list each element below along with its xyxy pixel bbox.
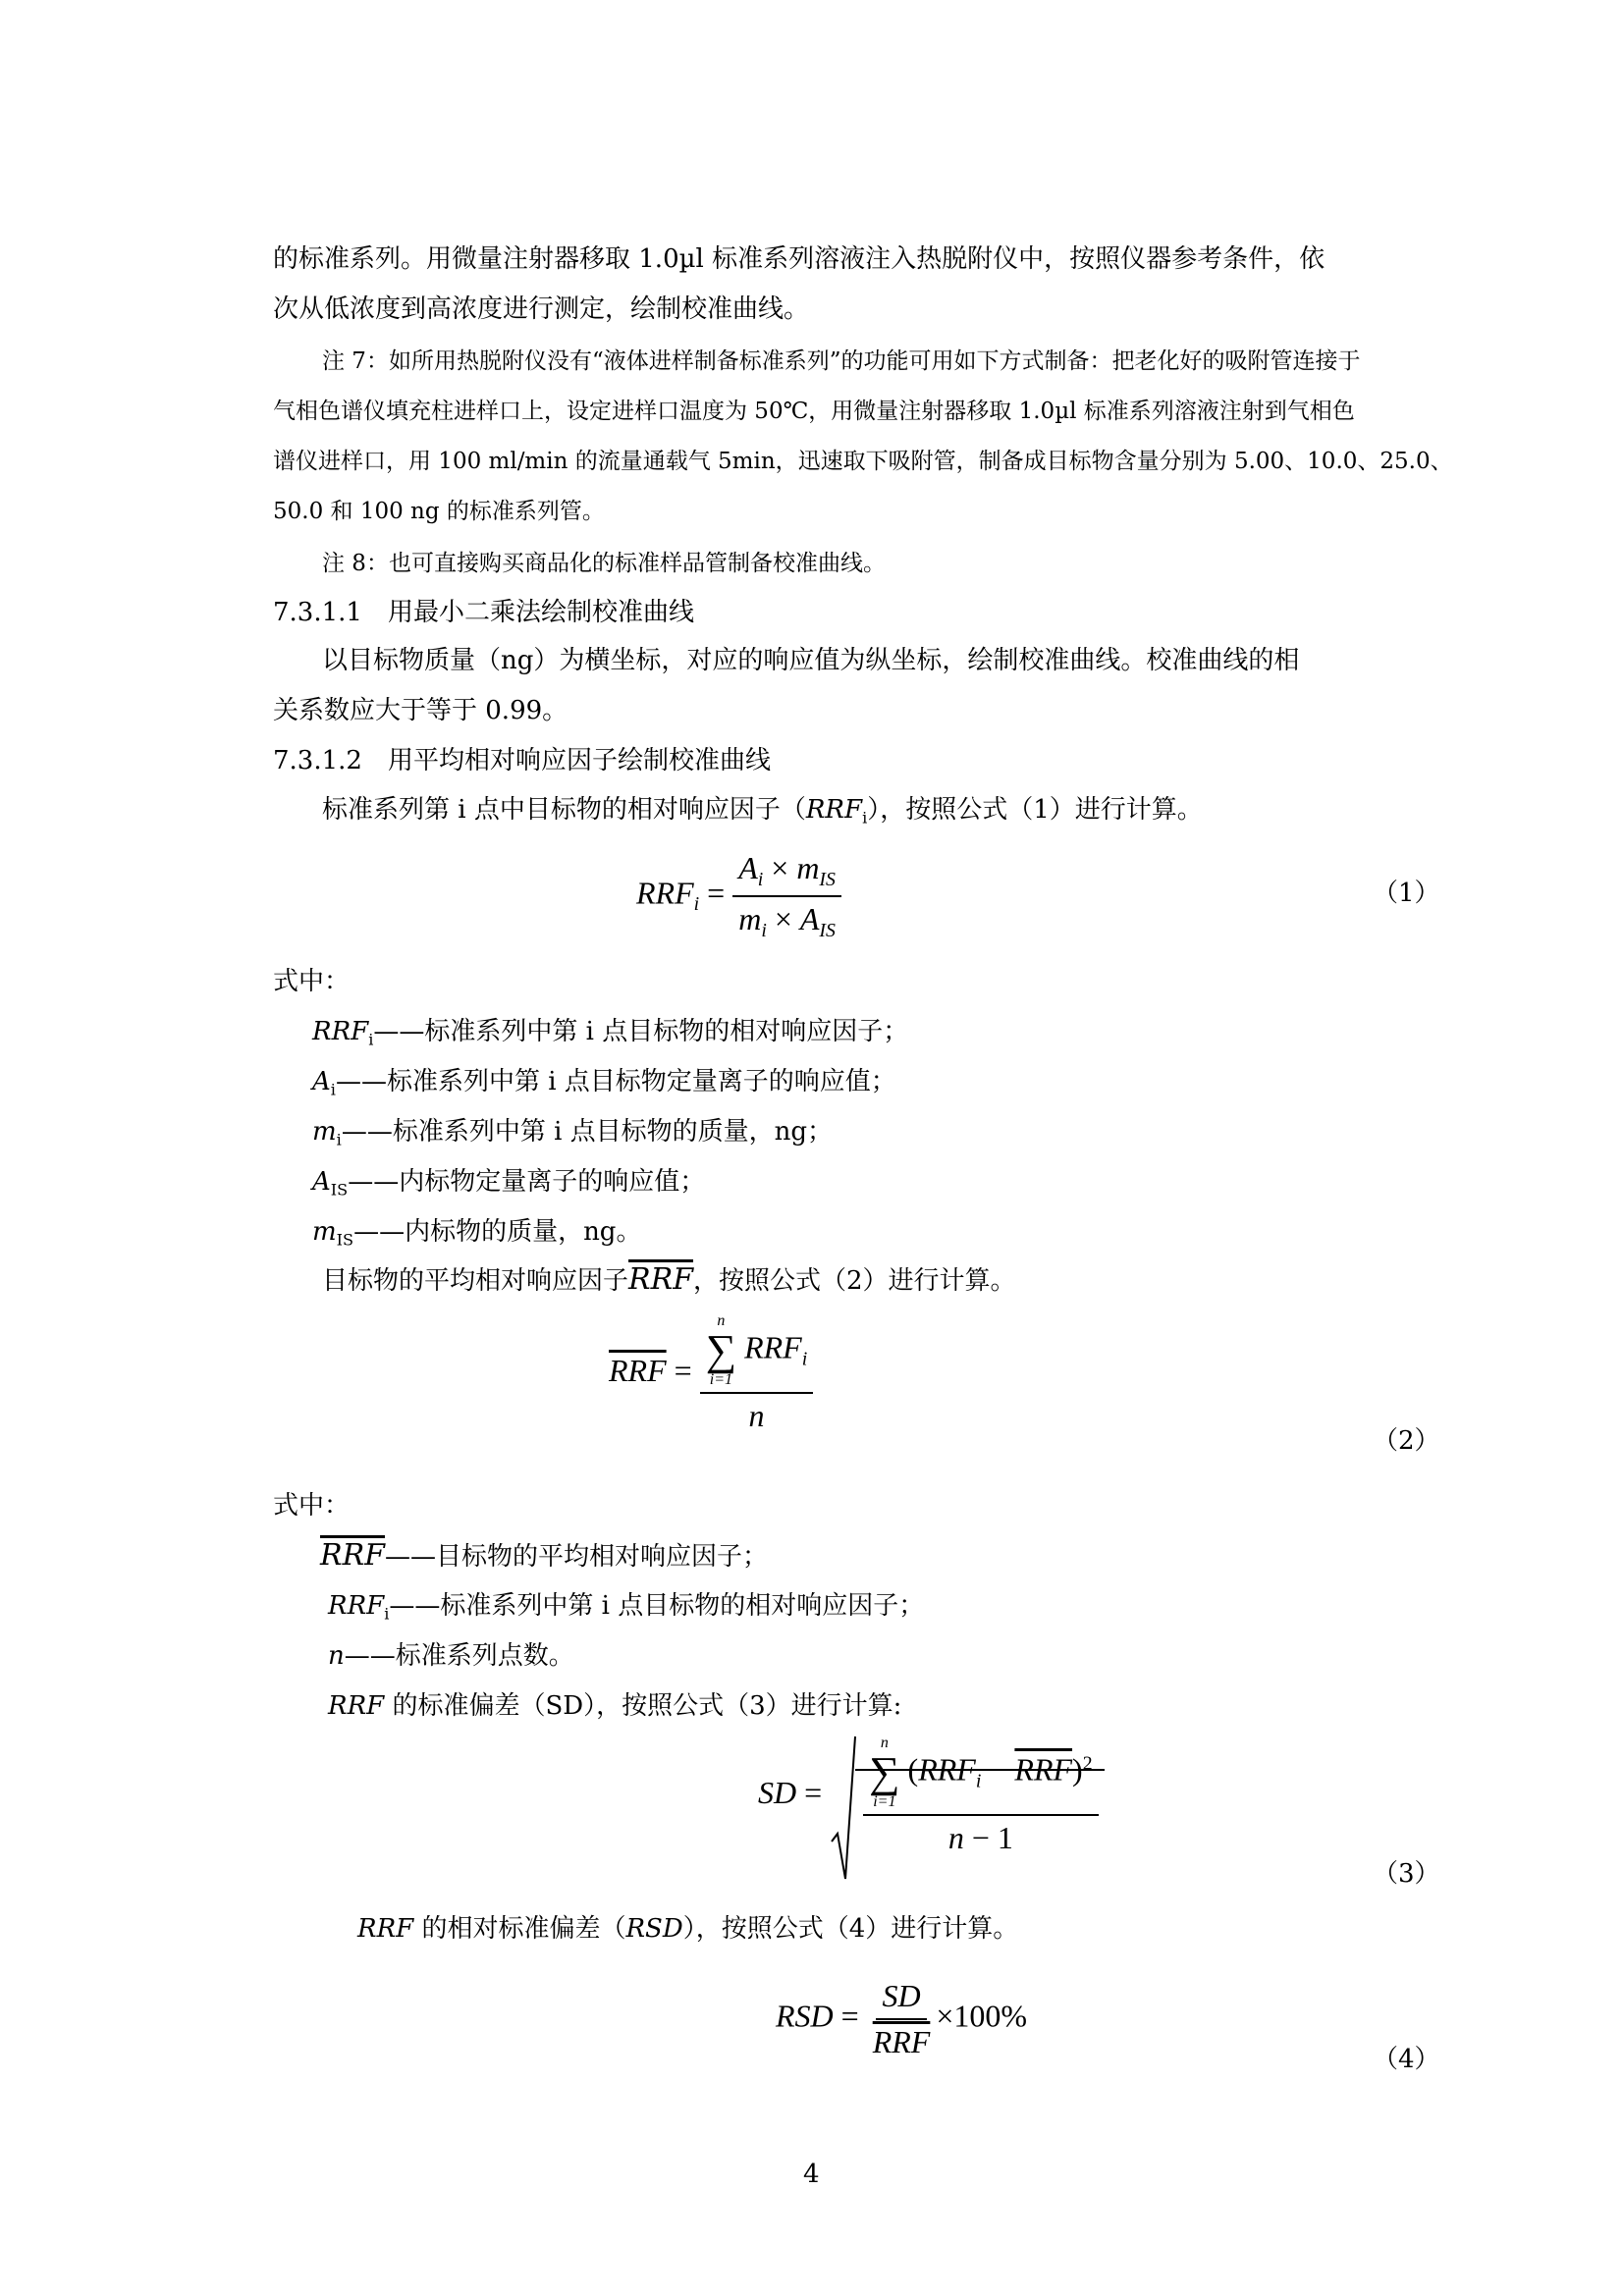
note-7-line: 注 7：如所用热脱附仪没有“液体进样制备标准系列”的功能可用如下方式制备：把老化好的吸附管连接于: [322, 348, 1361, 374]
formula-3: SD = n ∑ i=1 $(RRF_i - \overline{RRF})^2$ n − 1: [758, 1735, 1105, 1856]
definition-n: n——标准系列点数。: [328, 1641, 574, 1671]
summation: n ∑ i=1: [705, 1312, 737, 1388]
square-root: n ∑ i=1 $(RRF_i - \overline{RRF})^2$ n − 1: [830, 1735, 1104, 1856]
definition-m-is: $m_{IS}——$内标物的质量，ng。: [312, 1217, 642, 1250]
paragraph-line: RRF 的标准偏差（SD），按照公式（3）进行计算:: [328, 1691, 902, 1721]
page-number: 4: [803, 2160, 820, 2189]
definition-rrf-bar: $\overline{RRF}——$目标物的平均相对响应因子；: [320, 1538, 769, 1573]
paragraph-line: 的标准系列。用微量注射器移取 1.0µl 标准系列溶液注入热脱附仪中，按照仪器参考条件，依: [273, 244, 1325, 274]
definition-rrf-i: $RRF_i——$标准系列中第 i 点目标物的相对响应因子；: [312, 1017, 909, 1049]
where-label: 式中：: [273, 1491, 351, 1521]
equation-number-4: （4）: [1373, 2045, 1440, 2074]
paragraph-line: 以目标物质量（ng）为横坐标，对应的响应值为纵坐标，绘制校准曲线。校准曲线的相: [322, 646, 1300, 675]
paragraph-line: 标准系列第 i 点中目标物的相对响应因子$(RRF_i)$，按照公式（1）进行计算。: [322, 795, 1203, 828]
definition-m-i: $m_i——$标准系列中第 i 点目标物的质量，ng；: [312, 1117, 834, 1149]
definition-a-is: $A_{IS}——$内标物定量离子的响应值；: [312, 1167, 706, 1200]
note-8: 注 8：也可直接购买商品化的标准样品管制备校准曲线。: [322, 551, 886, 576]
note-7-line: 谱仪进样口，用 100 ml/min 的流量通载气 5min，迅速取下吸附管，制备成目标物含量分别为 5.00、10.0、25.0、: [273, 449, 1453, 474]
where-label: 式中：: [273, 967, 351, 996]
definition-rrf-i: $RRF_i——$标准系列中第 i 点目标物的相对响应因子；: [328, 1591, 925, 1624]
equation-number-1: （1）: [1373, 879, 1440, 908]
section-heading-7-3-1-2: 7.3.1.2 用平均相对响应因子绘制校准曲线: [273, 746, 771, 775]
radical-sign-icon: [830, 1735, 857, 1883]
note-7-line: 50.0 和 100 ng 的标准系列管。: [273, 499, 605, 524]
formula-1: $RRF_i$ = $\frac{A_i \times m_{IS}}{m_i \times A_{IS}}$: [636, 850, 841, 942]
paragraph-line: 目标物的平均相对响应因子$\overline{RRF}$，按照公式（2）进行计算。: [322, 1262, 1016, 1297]
formula-4: RSD = $\frac{SD}{\text{RRF}}$ ×100%: [776, 1978, 1028, 2059]
paragraph-line: 次从低浓度到高浓度进行测定，绘制校准曲线。: [273, 294, 810, 324]
paragraph-line: 关系数应大于等于 0.99。: [273, 696, 568, 725]
equation-number-2: （2）: [1373, 1426, 1440, 1456]
equation-number-3: （3）: [1373, 1859, 1440, 1889]
section-heading-7-3-1-1: 7.3.1.1 用最小二乘法绘制校准曲线: [273, 598, 694, 627]
formula-2: $\overline{RRF}$ = n ∑ i=1 $RRF_i$ n: [609, 1313, 813, 1434]
definition-a-i: $A_i——$标准系列中第 i 点目标物定量离子的响应值；: [312, 1067, 896, 1099]
paragraph-line: RRF 的相对标准偏差（RSD），按照公式（4）进行计算。: [357, 1914, 1019, 1944]
summation: n ∑ i=1: [869, 1735, 900, 1810]
note-7-line: 气相色谱仪填充柱进样口上，设定进样口温度为 50℃，用微量注射器移取 1.0µl 标准系列溶液注射到气相色: [273, 399, 1355, 424]
